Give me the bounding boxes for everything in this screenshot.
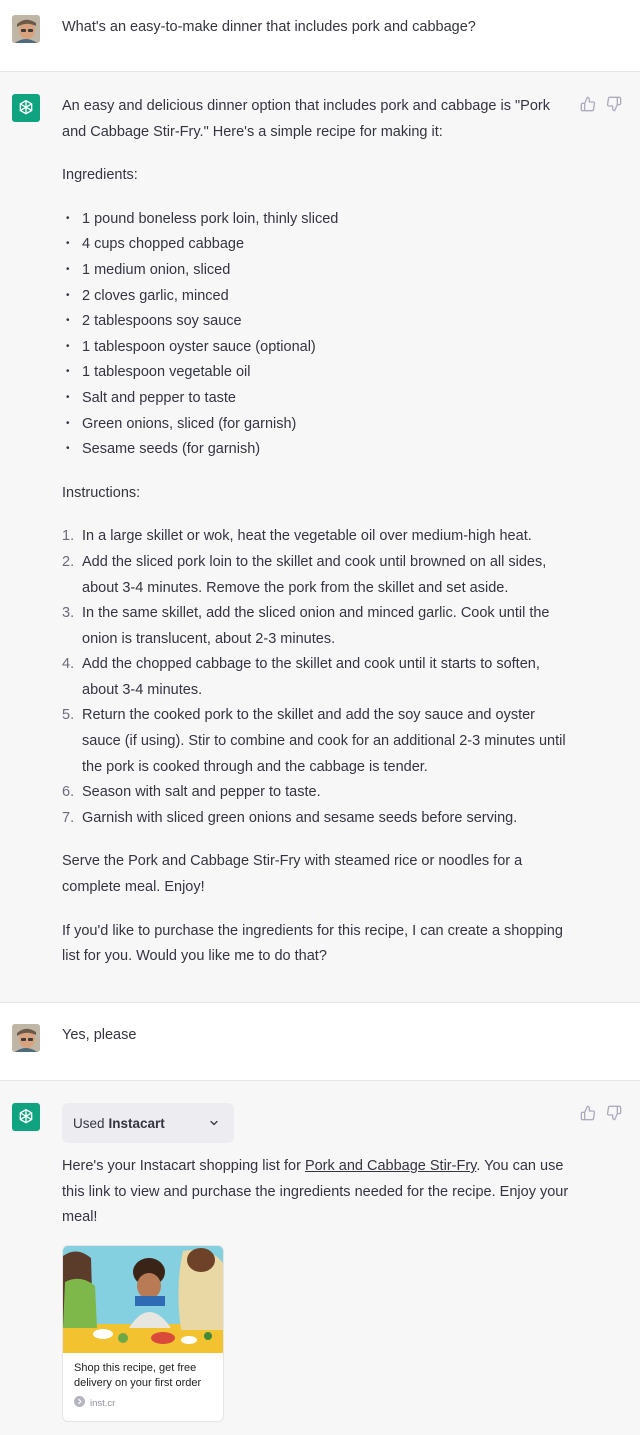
arrow-circle-icon xyxy=(74,1396,85,1410)
card-source xyxy=(63,1391,223,1415)
plugin-used-toggle[interactable] xyxy=(62,1103,234,1143)
step-number: 7. xyxy=(62,809,75,826)
step-number: 4. xyxy=(62,656,75,673)
step-text: Season with salt and pepper to taste. xyxy=(82,784,321,801)
step-text: In the same skillet, add the sliced onion and minced garlic. Cook until the onion is translucent, about 2-3 minutes. xyxy=(82,605,550,647)
step-text: Return the cooked pork to the skillet and add the soy sauce and oyster sauce (if using). Stir to combine and cook for an additional 2-3 minutes until the pork is cooked through and the cabbage is tender. xyxy=(82,707,566,775)
recipe-link[interactable]: Pork and Cabbage Stir-Fry xyxy=(304,1158,477,1174)
serve-paragraph: Serve the Pork and Cabbage Stir-Fry with steamed rice or noodles for a complete meal. Enjoy! xyxy=(62,853,523,896)
list-item xyxy=(62,703,572,780)
step-text: Add the chopped cabbage to the skillet and cook until it starts to soften, about 3-4 minutes. xyxy=(82,656,540,698)
instructions-list xyxy=(62,524,572,831)
user-avatar xyxy=(12,15,40,43)
list-item: • Salt and pepper to taste xyxy=(62,386,572,412)
list-item: • 4 cups chopped cabbage xyxy=(62,232,572,258)
user-turn-1 xyxy=(0,0,640,71)
card-image xyxy=(63,1246,224,1353)
list-item xyxy=(62,780,572,806)
assistant-turn-2 xyxy=(0,1080,640,1435)
instacart-link-card[interactable] xyxy=(62,1245,224,1422)
shopping-list-paragraph xyxy=(62,1154,572,1231)
intro-paragraph: An easy and delicious dinner option that includes pork and cabbage is "Pork and Cabbage Stir-Fry." Here's a simple recipe for making it: xyxy=(62,98,550,140)
user-avatar xyxy=(12,1024,40,1052)
card-caption: Shop this recipe, get free delivery on your first order xyxy=(74,1362,202,1389)
step-text: Add the sliced pork loin to the skillet and cook until browned on all sides, about 3-4 minutes. Remove the pork from the skillet and set aside. xyxy=(82,553,547,596)
assistant-turn-1 xyxy=(0,71,640,1003)
user-message-2: Yes, please xyxy=(62,1027,137,1043)
feedback-controls-1 xyxy=(580,96,622,112)
feedback-controls-2 xyxy=(580,1105,622,1121)
step-number: 2. xyxy=(62,553,75,570)
card-source-text: inst.cr xyxy=(90,1397,116,1409)
list-item xyxy=(62,550,572,601)
user-message-1: What's an easy-to-make dinner that includes pork and cabbage? xyxy=(62,19,476,35)
list-item: • Sesame seeds (for garnish) xyxy=(62,437,572,463)
thumbs-up-icon[interactable] xyxy=(580,96,596,112)
thumbs-up-icon[interactable] xyxy=(580,1105,596,1121)
list-item xyxy=(62,652,572,703)
list-item: • 2 tablespoons soy sauce xyxy=(62,309,572,335)
openai-logo-icon xyxy=(12,1103,40,1131)
thumbs-down-icon[interactable] xyxy=(606,1105,622,1121)
user-turn-2 xyxy=(0,1003,640,1080)
text-before-link: Here's your Instacart shopping list for xyxy=(62,1158,305,1174)
thumbs-down-icon[interactable] xyxy=(606,96,622,112)
ingredients-heading: Ingredients: xyxy=(62,167,138,184)
ingredients-list xyxy=(62,207,572,463)
instructions-heading: Instructions: xyxy=(62,484,141,501)
offer-paragraph: If you'd like to purchase the ingredients for this recipe, I can create a shopping list for you. Would you like me to do that? xyxy=(62,922,563,965)
step-text: Garnish with sliced green onions and sesame seeds before serving. xyxy=(82,809,518,826)
step-number: 6. xyxy=(62,784,75,801)
plugin-name: Instacart xyxy=(108,1115,165,1131)
assistant-message-1 xyxy=(62,94,572,970)
openai-logo-icon xyxy=(12,94,40,122)
chevron-down-icon xyxy=(208,1117,220,1132)
list-item xyxy=(62,806,572,832)
list-item: • 1 pound boneless pork loin, thinly sliced xyxy=(62,207,572,233)
list-item: • 1 medium onion, sliced xyxy=(62,258,572,284)
list-item: • 1 tablespoon oyster sauce (optional) xyxy=(62,335,572,361)
plugin-used-prefix: Used xyxy=(73,1115,105,1131)
step-text: In a large skillet or wok, heat the vegetable oil over medium-high heat. xyxy=(82,528,532,545)
text-after-link: . You can use this link to view and purchase the ingredients needed for the recipe. Enjoy your meal! xyxy=(62,1158,569,1226)
list-item: • Green onions, sliced (for garnish) xyxy=(62,412,572,438)
list-item xyxy=(62,601,572,652)
step-number: 5. xyxy=(62,707,75,724)
assistant-message-2 xyxy=(62,1154,572,1231)
list-item: • 1 tablespoon vegetable oil xyxy=(62,360,572,386)
list-item: • 2 cloves garlic, minced xyxy=(62,284,572,310)
step-number: 1. xyxy=(62,528,75,545)
step-number: 3. xyxy=(62,605,75,622)
list-item xyxy=(62,524,572,550)
